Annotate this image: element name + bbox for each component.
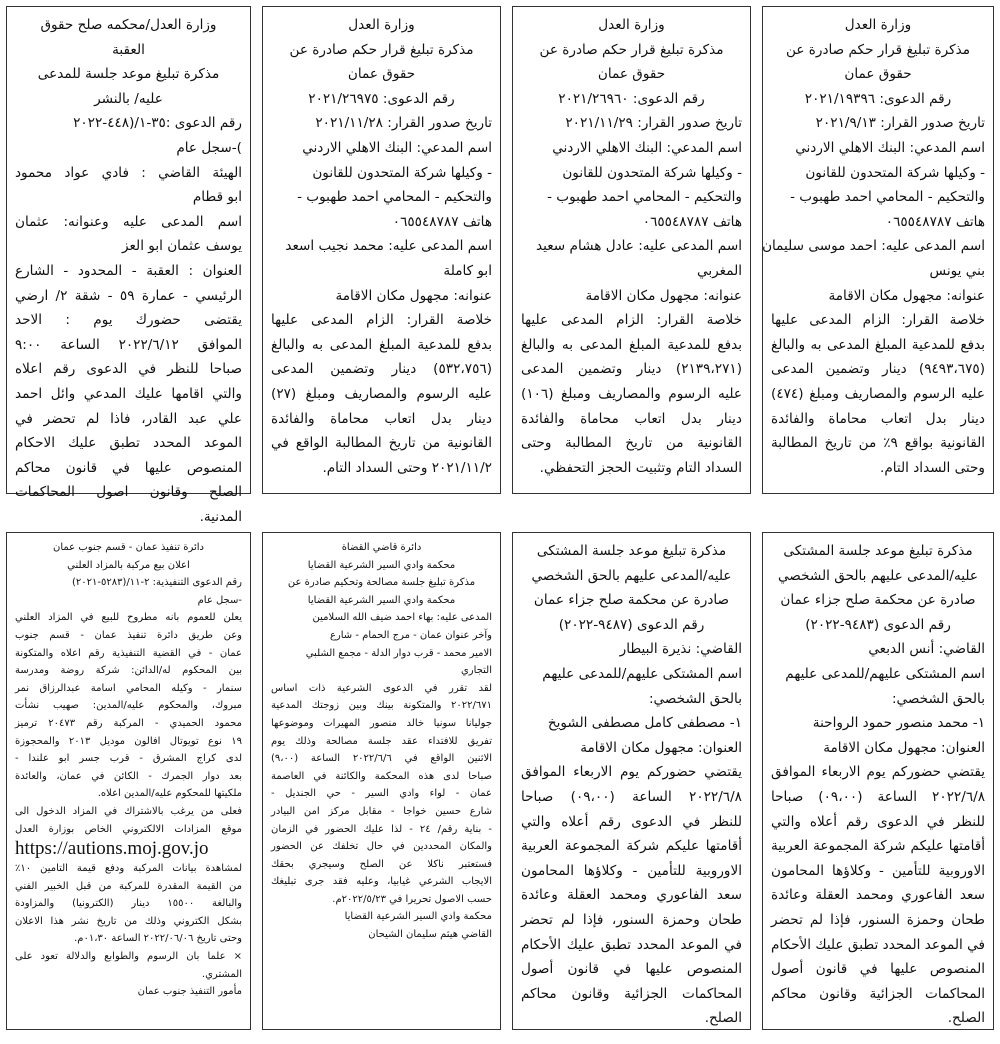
notice-n2 xyxy=(512,6,751,494)
n2-line-3: رقم الدعوى: ٢٠٢١/٢٦٩٦٠ xyxy=(558,90,705,107)
n6-line-19: الصلح. xyxy=(704,1010,742,1027)
n6-line-17: المنصوص عليها في قانون أصول xyxy=(521,961,742,978)
n5-line-19: الصلح. xyxy=(947,1010,985,1027)
n5-line-16: في الموعد المحدد تطبق عليك الأحكام xyxy=(771,936,985,953)
n2-line-8: هاتف ٠٦٥٥٤٨٧٨٧ xyxy=(642,213,742,230)
n6-line-2: صادرة عن محكمة صلح جزاء عمان xyxy=(533,592,730,609)
n6-line-11: للنظر في الدعوى رقم أعلاه والتي xyxy=(521,813,742,830)
n7-line-12: الاثنين الواقع في ٢٠٢٢/٦/٦ الساعة (٩،٠٠) xyxy=(271,753,492,765)
n2-line-16: دينار بدل اتعاب محاماة والفائدة xyxy=(521,410,742,427)
n2-line-6: - وكيلها شركة المتحدون للقانون xyxy=(562,164,742,181)
n1-line-9: اسم المدعى عليه: احمد موسى سليمان xyxy=(762,238,985,255)
n8-line-21: بشكل الكتروني وذلك من تاريخ نشر هذا الاعلان xyxy=(15,915,242,927)
n5-line-5: اسم المشتكى عليهم/للمدعى عليهم xyxy=(785,665,985,682)
n7-line-13: صباحا لدى هذه المحكمة والكائنة في العاصمة xyxy=(271,770,492,782)
n7-line-20: حسب الاصول تحريرا في ٢٠٢٢/٥/٢٣م. xyxy=(332,893,492,905)
n6-line-9: يقتضي حضوركم يوم الاربعاء الموافق xyxy=(521,764,742,781)
n3-line-18: ٢٠٢١/١١/٢ وحتى السداد التام. xyxy=(322,459,492,476)
n3-line-16: دينار بدل اتعاب محاماة والفائدة xyxy=(271,410,492,427)
n5-line-8: العنوان: مجهول مكان الاقامة xyxy=(823,739,985,756)
n8-line-3: -سجل عام xyxy=(197,594,242,606)
n1-line-7: والتحكيم - المحامي احمد طهبوب - xyxy=(790,189,985,206)
n8-line-19: من القيمة المقدرة للمركبة من قبل الخبير الفني xyxy=(15,880,242,892)
n8-line-7: بين المحكوم له/الدائن: شركة روضة ومدرسة xyxy=(15,665,242,677)
n1-line-14: (٩٤٩٣،٦٧٥) دينار وتضمين المدعى xyxy=(771,361,985,378)
n8-line-16: موقع المزادات الالكتروني الخاص بوزارة العدل xyxy=(15,823,242,835)
n8-line-12: لدى كراج المشرق - قرب جسر ابو علندا - xyxy=(15,753,242,765)
n1-line-12: خلاصة القرار: الزام المدعى عليها xyxy=(771,312,985,329)
n4-line-8: اسم المدعى عليه وعنوانه: عثمان xyxy=(15,213,242,230)
n7-line-17: والمكان المحددين في حال تخلفك عن الحضور xyxy=(271,841,492,853)
notice-n4 xyxy=(6,6,251,525)
n8-line-24: المشتري. xyxy=(201,968,242,980)
n6-line-15: طحان وحمزة السنور، فإذا لم تحضر xyxy=(521,911,742,928)
n1-line-0: وزارة العدل xyxy=(844,17,912,33)
n2-line-10: المغربي xyxy=(697,262,742,279)
notice-n7 xyxy=(262,532,501,1030)
n6-line-16: في الموعد المحدد تطبق عليك الأحكام xyxy=(521,936,742,953)
n8-line-15: فعلى من يرغب بالاشتراك في المزاد الدخول الى xyxy=(15,805,242,817)
notice-n5 xyxy=(762,532,994,1030)
n8-line-5: وعن طريق دائرة تنفيذ عمان - قسم جنوب xyxy=(15,629,242,641)
n7-line-7: التجاري xyxy=(460,665,492,677)
n5-line-1: عليه/المدعى عليهم بالحق الشخصي xyxy=(777,567,979,584)
n3-line-13: بدفع للمدعية المبلغ المدعى به والبالغ xyxy=(271,336,492,353)
n6-line-5: اسم المشتكى عليهم/للمدعى عليهم xyxy=(542,665,742,682)
n4-line-0: وزارة العدل/محكمه صلح حقوق xyxy=(40,17,217,33)
n2-line-1: مذكرة تبليغ قرار حكم صادرة عن xyxy=(539,41,724,58)
n3-line-8: هاتف ٠٦٥٥٤٨٧٨٧ xyxy=(392,213,492,230)
n1-line-3: رقم الدعوى: ٢٠٢١/١٩٣٩٦ xyxy=(804,90,952,107)
n3-line-14: (٥٣٢،٧٥٦) دينار وتضمين المدعى xyxy=(271,361,492,378)
n5-line-3: رقم الدعوى (٩٤٨٣-٢٠٢٢) xyxy=(805,616,951,633)
notice-n8 xyxy=(6,532,251,1030)
n7-line-21: محكمة وادي السير الشرعية القضايا xyxy=(344,911,492,923)
n2-line-13: بدفع للمدعية المبلغ المدعى به والبالغ xyxy=(521,336,742,353)
n8-line-18: لمشاهدة بيانات المركبة ودفع قيمة التامين ١٠٪ xyxy=(15,863,242,875)
n4-line-18: المنصوص عليها في قانون محاكم xyxy=(15,459,242,476)
n1-line-5: اسم المدعي: البنك الاهلي الاردني xyxy=(795,139,985,156)
n2-line-0: وزارة العدل xyxy=(598,17,665,33)
n4-line-16: علي عبد القادر، فاذا لم تحضر في xyxy=(15,410,242,427)
n7-line-9: ٢٠٢٢/٦٧١ والمتكونة بينك وبين زوجتك المدعية xyxy=(271,700,492,712)
n4-line-6: الهيئة القاضي : فادي عواد محمود xyxy=(15,164,242,181)
n3-line-4: تاريخ صدور القرار: ٢٠٢١/١١/٢٨ xyxy=(315,115,492,132)
n3-line-3: رقم الدعوى: ٢٠٢١/٢٦٩٧٥ xyxy=(308,90,455,107)
n7-line-10: جوليانا سونيا خالد منصور المهيرات وموضوعها xyxy=(271,717,492,729)
n7-line-14: عمان - لواء وادي السير - حي الجنديل - xyxy=(271,788,492,800)
n4-line-15: والتي اقامها عليك المدعي وائل احمد xyxy=(15,385,242,402)
n3-line-11: عنوانه: مجهول مكان الاقامة xyxy=(335,287,492,304)
n1-line-8: هاتف ٠٦٥٥٤٨٧٨٧ xyxy=(885,213,985,230)
n2-line-12: خلاصة القرار: الزام المدعى عليها xyxy=(521,312,742,329)
n8-line-2: رقم الدعوى التنفيذية: ٢-١١/(٥٢٨٣-٢٠٢١) xyxy=(71,577,242,589)
n5-line-13: الاوروبية للتأمين - وكلاؤها المحامون xyxy=(771,862,985,879)
n1-line-1: مذكرة تبليغ قرار حكم صادرة عن xyxy=(785,41,971,58)
n2-line-4: تاريخ صدور القرار: ٢٠٢١/١١/٢٩ xyxy=(565,115,742,132)
n4-line-13: الموافق ٢٠٢٢/٦/١٢ الساعة ٩:٠٠ xyxy=(15,336,242,353)
n8-line-0: دائرة تنفيذ عمان - قسم جنوب عمان xyxy=(53,542,204,553)
n4-line-19: الصلح وقانون اصول المحاكمات xyxy=(15,484,242,501)
n1-line-16: دينار بدل اتعاب محاماة والفائدة xyxy=(771,410,985,427)
n5-line-17: المنصوص عليها في قانون أصول xyxy=(771,961,985,978)
n3-line-9: اسم المدعى عليه: محمد نجيب اسعد xyxy=(285,238,492,255)
n8-line-8: سنمار - وكيله المحامي اسامة عبدالرزاق نمر xyxy=(15,682,242,694)
n7-line-6: الامير محمد - قرب دوار الدلة - مجمع الشلبي xyxy=(305,647,492,659)
n5-line-14: سعد الفاعوري ومحمد العقلة وعائدة xyxy=(771,887,985,904)
n2-line-9: اسم المدعى عليه: عادل هشام سعيد xyxy=(536,238,742,255)
n2-line-15: عليه الرسوم والمصاريف ومبلغ (١٠٦) xyxy=(521,385,742,402)
notice-n3 xyxy=(262,6,501,494)
n2-line-2: حقوق عمان xyxy=(597,66,666,83)
n1-line-18: وحتى السداد التام. xyxy=(880,459,985,476)
n7-line-15: شارع حسين خواجا - مقابل مركز امن البيادر xyxy=(271,805,492,817)
n2-line-7: والتحكيم - المحامي احمد طهبوب - xyxy=(547,189,742,206)
n7-line-11: تفريق للافتداء عقد جلسة مصالحة وذلك يوم xyxy=(271,735,492,747)
n8-line-11: ١٩ نوع تويوتال افالون موديل ٢٠١٣ والمحجوزة xyxy=(15,735,242,747)
n2-line-17: القانونية من تاريخ المطالبة وحتى xyxy=(521,435,742,452)
notice-n6 xyxy=(512,532,751,1030)
n8-line-9: مبروك، والمحكوم عليه/المدين: صهيب نشأت xyxy=(15,700,242,712)
n1-line-2: حقوق عمان xyxy=(844,66,912,83)
n6-line-0: مذكرة تبليغ موعد جلسة المشتكى xyxy=(536,543,727,559)
n5-line-7: ١- محمد منصور حمود الرواحنة xyxy=(812,715,985,732)
n4-line-17: الموعد المحدد تطبق عليك الاحكام xyxy=(15,435,242,452)
n6-line-3: رقم الدعوى (٩٤٨٧-٢٠٢٢) xyxy=(558,616,705,633)
n3-line-7: والتحكيم - المحامي احمد طهبوب - xyxy=(297,189,492,206)
n6-line-4: القاضي: نذيرة البيطار xyxy=(619,641,742,658)
n1-line-10: بني يونس xyxy=(929,262,985,279)
n8-line-23: × علما بان الرسوم والطوابع والدلالة تعود على xyxy=(15,951,242,963)
n5-line-4: القاضي: أنس الدبعي xyxy=(868,641,985,658)
n6-line-12: أقامتها عليكم شركة المجموعة العربية xyxy=(521,838,742,855)
n6-line-18: المحاكمات الجزائية وقانون محاكم xyxy=(521,985,742,1002)
n6-line-1: عليه/المدعى عليهم بالحق الشخصي xyxy=(531,567,732,584)
notice-n1 xyxy=(762,6,994,494)
n3-line-17: القانونية من تاريخ المطالبة الواقع في xyxy=(271,435,492,452)
n4-line-9: يوسف عثمان ابو العز xyxy=(122,238,242,255)
n3-line-12: خلاصة القرار: الزام المدعى عليها xyxy=(271,312,492,329)
n4-line-12: يقتضى حضورك يوم : الاحد xyxy=(15,312,242,329)
n6-line-10: ٢٠٢٢/٦/٨ الساعة (٠٩،٠٠) صباحا xyxy=(521,788,742,805)
n7-line-4: المدعى عليه: بهاء احمد ضيف الله السلامين xyxy=(312,612,492,624)
n1-line-15: عليه الرسوم والمصاريف ومبلغ (٤٧٤) xyxy=(771,385,985,402)
n3-line-10: ابو كاملة xyxy=(443,262,492,279)
n6-line-13: الاوروبية للتأمين - وكلاؤها المحامون xyxy=(521,862,742,879)
n2-line-14: (٢١٣٩،٢٧١) دينار وتضمين المدعى xyxy=(521,361,742,378)
n3-line-2: حقوق عمان xyxy=(347,66,416,83)
n1-line-17: القانونية بواقع ٩٪ من تاريخ المطالبة xyxy=(771,435,986,452)
n4-line-14: صباحا للنظر في الدعوى رقم اعلاه xyxy=(15,361,242,378)
n8-line-10: محمود الحميدي - المركبة رقم ٢٠٤٧٣ ترميز xyxy=(15,717,242,729)
n5-line-10: ٢٠٢٢/٦/٨ الساعة (٠٩،٠٠) صباحا xyxy=(771,788,985,805)
n8-line-13: بعد دوار الجمرك - الكائن في عمان، والعائدة xyxy=(15,770,242,782)
n4-line-20: المدنية. xyxy=(199,508,242,525)
n5-line-11: للنظر في الدعوى رقم أعلاه والتي xyxy=(771,813,985,830)
n7-line-8: لقد تقرر في الدعوى الشرعية ذات اساس xyxy=(271,682,492,694)
n5-line-15: طحان وحمزة السنور، فإذا لم تحضر xyxy=(771,911,985,928)
n1-line-11: عنوانه: مجهول مكان الاقامة xyxy=(828,287,985,304)
n7-line-16: - بناية رقم/ ٢٤ - لذا عليك الحضور في الزمان xyxy=(271,823,492,835)
n4-line-4: رقم الدعوى :٣٥-١/(٤٤٨-٢٠٢٢ xyxy=(73,115,242,132)
n3-line-15: عليه الرسوم والمصاريف ومبلغ (٢٧) xyxy=(271,385,492,402)
n5-line-18: المحاكمات الجزائية وقانون محاكم xyxy=(771,985,985,1002)
n7-line-3: محكمة وادي السير الشرعية القضايا xyxy=(307,594,456,606)
n3-line-5: اسم المدعي: البنك الاهلي الاردني xyxy=(302,139,492,156)
n7-line-2: مذكرة تبليغ جلسة مصالحة وتحكيم صادرة عن xyxy=(287,577,476,589)
n5-line-0: مذكرة تبليغ موعد جلسة المشتكى xyxy=(783,543,973,559)
n8-line-6: عمان - في القضية التنفيذية رقم اعلاه والمتكونة xyxy=(15,647,242,659)
n4-line-2: مذكرة تبليغ موعد جلسة للمدعى xyxy=(37,66,220,83)
n3-line-6: - وكيلها شركة المتحدون للقانون xyxy=(312,164,492,181)
n1-line-13: بدفع للمدعية المبلغ المدعى به والبالغ xyxy=(771,336,985,353)
n5-line-9: يقتضي حضوركم يوم الاربعاء الموافق xyxy=(771,764,985,781)
n7-line-19: الايجاب الشرعي غيابيا، وعليه فقد جرى تبليغك xyxy=(271,876,492,888)
n7-line-18: فستعتبر ناكلا عن الصلح وسيجري بحقك xyxy=(271,858,492,870)
n6-line-7: ١- مصطفى كامل مصطفى الشويخ xyxy=(547,715,742,732)
n4-line-3: عليه/ بالنشر xyxy=(94,90,163,107)
n5-line-2: صادرة عن محكمة صلح جزاء عمان xyxy=(780,592,976,609)
n5-line-12: أقامتها عليكم شركة المجموعة العربية xyxy=(771,838,985,855)
n8-line-17: https://autions.moj.gov.jo xyxy=(15,838,209,860)
n6-line-8: العنوان: مجهول مكان الاقامة xyxy=(580,739,742,756)
n4-line-11: الرئيسي - عمارة ٥٩ - شقة ٢/ ارضي xyxy=(15,287,242,304)
n4-line-1: العقبة xyxy=(112,41,145,58)
n7-line-0: دائرة قاضي القضاة xyxy=(341,542,422,553)
n8-line-1: اعلان بيع مركبة بالمزاد العلني xyxy=(67,559,190,571)
n4-line-5: )-سجل عام xyxy=(176,139,242,156)
n1-line-4: تاريخ صدور القرار: ٢٠٢١/٩/١٣ xyxy=(815,115,985,132)
n5-line-6: بالحق الشخصي: xyxy=(891,690,985,707)
n7-line-22: القاضي هيثم سليمان الشيحان xyxy=(368,929,492,941)
n4-line-7: ابو قطام xyxy=(192,189,242,206)
n6-line-6: بالحق الشخصي: xyxy=(648,690,742,707)
n3-line-0: وزارة العدل xyxy=(348,17,415,33)
n2-line-5: اسم المدعي: البنك الاهلي الاردني xyxy=(552,139,742,156)
n6-line-14: سعد الفاعوري ومحمد العقلة وعائدة xyxy=(521,887,742,904)
n7-line-5: وآخر عنوان عمان - مرج الحمام - شارع xyxy=(329,629,492,641)
n8-line-25: مأمور التنفيذ جنوب عمان xyxy=(137,986,242,998)
n8-line-20: والبالغة ١٥٥٠٠ دينار (الكترونيا) والمزاودة xyxy=(15,898,242,910)
n4-line-10: العنوان : العقبة - المحدود - الشارع xyxy=(15,262,242,279)
n2-line-18: السداد التام وتثبيت الحجز التحفظي. xyxy=(539,459,742,476)
n8-line-14: ملكيتها للمحكوم عليه/المدين اعلاه. xyxy=(97,788,242,800)
n8-line-4: يعلن للعموم بانه مطروح للبيع في المزاد العلني xyxy=(15,612,242,624)
n3-line-1: مذكرة تبليغ قرار حكم صادرة عن xyxy=(289,41,474,58)
n2-line-11: عنوانه: مجهول مكان الاقامة xyxy=(585,287,742,304)
n1-line-6: - وكيلها شركة المتحدون للقانون xyxy=(805,164,985,181)
n7-line-1: محكمة وادي السير الشرعية القضايا xyxy=(307,559,456,571)
n8-line-22: وحتى تاريخ ٢٠٢٢/٠٦/٠٦ الساعة ٠١،٣٠م. xyxy=(74,933,242,945)
